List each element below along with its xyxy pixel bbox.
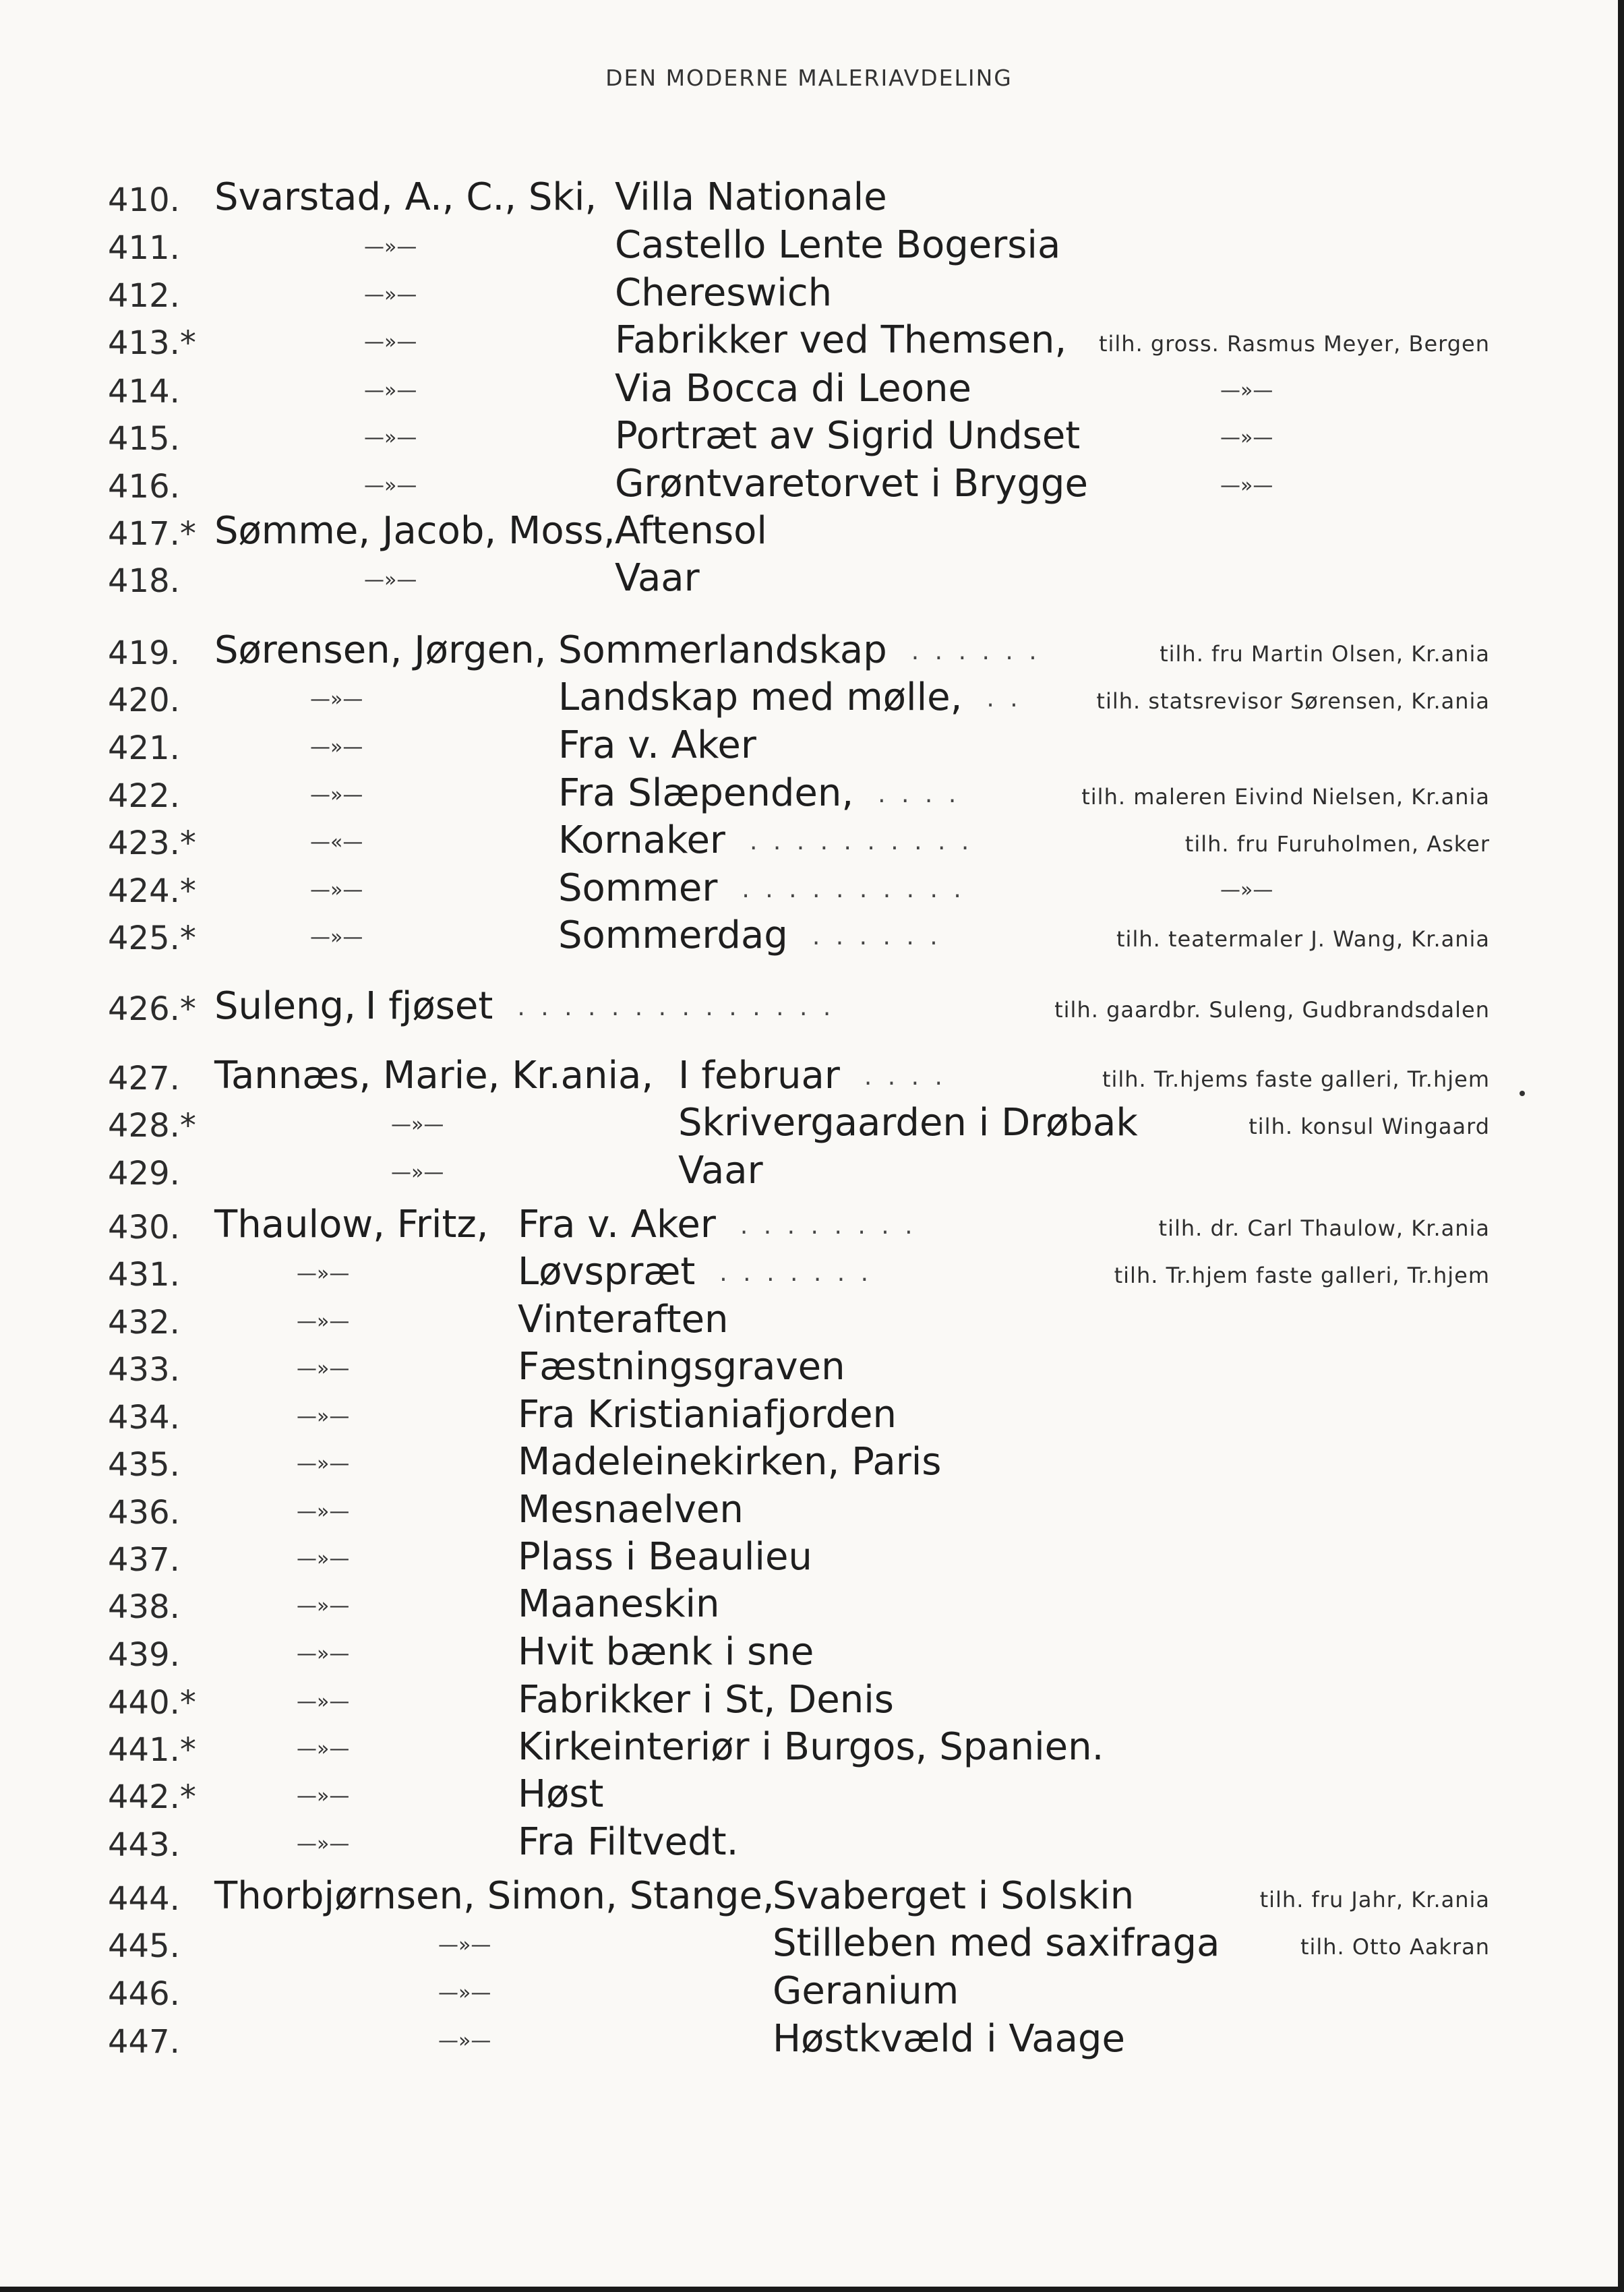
work-title: Vaar — [678, 1149, 763, 1193]
catalog-entry — [0, 416, 1618, 463]
ditto-mark: —»— — [297, 1642, 350, 1666]
ditto-mark: —»— — [310, 878, 363, 902]
dot-leader: . . . . . . . . — [740, 1212, 917, 1240]
catalog-entry — [0, 225, 1618, 272]
entry-number: 420. — [108, 682, 180, 719]
catalog-entry — [0, 915, 1618, 963]
catalog-entry — [0, 677, 1618, 725]
entry-number: 447. — [108, 2023, 180, 2061]
entry-number: 437. — [108, 1541, 180, 1579]
ditto-mark: —»— — [297, 1690, 350, 1714]
artist-name: Sømme, Jacob, Moss, — [214, 509, 615, 553]
catalog-entry — [0, 725, 1618, 773]
ditto-mark: —»— — [297, 1500, 350, 1524]
catalog-entry — [0, 464, 1618, 511]
dot-leader: . . . . . . . . . . — [742, 876, 965, 903]
dot-leader: . . . . . . — [911, 638, 1041, 665]
dot-leader: . . . . — [864, 1063, 946, 1091]
catalog-entry — [0, 177, 1618, 224]
work-title: Landskap med mølle, — [558, 675, 963, 719]
ditto-mark: —»— — [297, 1547, 350, 1571]
margin-mark — [1520, 1091, 1525, 1096]
catalog-entry — [0, 273, 1618, 320]
work-title: Plass i Beaulieu — [518, 1535, 812, 1579]
work-title: Fra v. Aker — [518, 1203, 716, 1246]
owner-ditto-mark: —»— — [1220, 426, 1273, 450]
ditto-mark: —»— — [297, 1405, 350, 1428]
ditto-mark: —»— — [364, 379, 417, 402]
work-title: Sommer — [558, 866, 718, 910]
entry-number: 428.* — [108, 1107, 196, 1145]
work-title: Maaneskin — [518, 1582, 720, 1626]
ditto-mark: —»— — [364, 283, 417, 307]
catalog-entry — [0, 1395, 1618, 1442]
entry-number: 434. — [108, 1399, 180, 1437]
catalog-entry — [0, 986, 1618, 1033]
work-title: Høst — [518, 1772, 604, 1816]
dot-leader: . . . . . . . . . . . . . . — [517, 994, 835, 1021]
entry-number: 444. — [108, 1880, 180, 1918]
entry-number: 422. — [108, 777, 180, 815]
work-title: Castello Lente Bogersia — [615, 223, 1061, 267]
catalog-entry — [0, 1056, 1618, 1103]
catalog-entry — [0, 511, 1618, 558]
catalog-entry — [0, 868, 1618, 915]
owner-note: tilh. konsul Wingaard — [1249, 1114, 1490, 1139]
dot-leader: . . . . . . — [812, 923, 942, 951]
owner-ditto-mark: —»— — [1220, 379, 1273, 402]
work-title: Kornaker — [558, 818, 725, 862]
work-title: Mesnaelven — [518, 1488, 744, 1532]
work-title: Sommerlandskap — [558, 628, 887, 672]
entry-number: 425.* — [108, 919, 196, 957]
owner-note: tilh. Otto Aakran — [1300, 1934, 1490, 1960]
catalog-entry — [0, 1300, 1618, 1347]
entry-number: 414. — [108, 373, 180, 411]
catalog-entry — [0, 2019, 1618, 2066]
ditto-mark: —»— — [297, 1737, 350, 1761]
work-title: Chereswich — [615, 271, 833, 315]
work-title: Fabrikker i St, Denis — [518, 1678, 894, 1722]
work-title: Løvspræt — [518, 1250, 696, 1294]
ditto-mark: —»— — [364, 235, 417, 259]
catalog-entry — [0, 1442, 1618, 1489]
entry-number: 431. — [108, 1256, 180, 1294]
entry-number: 439. — [108, 1636, 180, 1674]
ditto-mark: —»— — [364, 474, 417, 497]
ditto-mark: —»— — [297, 1594, 350, 1618]
catalog-entry — [0, 1971, 1618, 2018]
dot-leader: . . — [986, 685, 1022, 713]
owner-note: tilh. statsrevisor Sørensen, Kr.ania — [1096, 688, 1490, 714]
catalog-entry — [0, 820, 1618, 868]
ditto-mark: —»— — [438, 1981, 491, 2005]
entry-number: 445. — [108, 1927, 180, 1965]
owner-ditto-mark: —»— — [1220, 474, 1273, 497]
work-title: Stilleben med saxifraga — [773, 1921, 1220, 1965]
work-title: Fabrikker ved Themsen, — [615, 318, 1067, 362]
work-title: Vaar — [615, 556, 700, 600]
work-title: Vinteraften — [518, 1298, 729, 1341]
catalog-entry — [0, 1151, 1618, 1198]
ditto-mark: —»— — [297, 1832, 350, 1856]
dot-leader: . . . . . . . . . . — [749, 828, 973, 855]
work-title: Kirkeinteriør i Burgos, Spanien. — [518, 1725, 1104, 1769]
entry-number: 435. — [108, 1446, 180, 1484]
ditto-mark: —«— — [310, 831, 363, 854]
work-title: Madeleinekirken, Paris — [518, 1440, 942, 1484]
ditto-mark: —»— — [297, 1357, 350, 1381]
entry-number: 413.* — [108, 324, 196, 362]
work-title: Svaberget i Solskin — [773, 1874, 1135, 1918]
entry-number: 430. — [108, 1209, 180, 1246]
ditto-mark: —»— — [391, 1161, 444, 1184]
owner-note: tilh. teatermaler J. Wang, Kr.ania — [1116, 926, 1490, 952]
ditto-mark: —»— — [310, 783, 363, 807]
entry-number: 432. — [108, 1304, 180, 1341]
entry-number: 441.* — [108, 1731, 196, 1769]
ditto-mark: —»— — [297, 1452, 350, 1476]
entry-number: 411. — [108, 229, 180, 267]
catalog-entry — [0, 1347, 1618, 1394]
entry-number: 410. — [108, 181, 180, 219]
dot-leader: . . . . — [878, 781, 961, 808]
catalog-entry — [0, 1252, 1618, 1299]
entry-number: 442.* — [108, 1778, 196, 1816]
work-title: Skrivergaarden i Drøbak — [678, 1101, 1138, 1145]
ditto-mark: —»— — [310, 735, 363, 759]
work-title: Via Bocca di Leone — [615, 367, 971, 411]
running-head: DEN MODERNE MALERIAVDELING — [605, 65, 1013, 91]
entry-number: 424.* — [108, 872, 196, 910]
catalog-entry — [0, 1727, 1618, 1774]
entry-number: 418. — [108, 562, 180, 600]
ditto-mark: —»— — [364, 426, 417, 450]
work-title: I fjøset — [365, 984, 493, 1028]
catalog-entry — [0, 1205, 1618, 1252]
artist-name: Tannæs, Marie, Kr.ania, — [214, 1054, 654, 1097]
owner-note: tilh. maleren Eivind Nielsen, Kr.ania — [1081, 784, 1490, 810]
owner-note: tilh. fru Furuholmen, Asker — [1184, 831, 1490, 857]
work-title: Fra Slæpenden, — [558, 771, 854, 815]
catalog-entry — [0, 320, 1618, 367]
entry-number: 421. — [108, 729, 180, 767]
catalog-entry — [0, 1103, 1618, 1150]
entry-number: 419. — [108, 634, 180, 672]
dot-leader: . . . . . . . — [719, 1259, 873, 1287]
ditto-mark: —»— — [297, 1784, 350, 1808]
ditto-mark: —»— — [391, 1113, 444, 1137]
work-title: Fra v. Aker — [558, 723, 756, 767]
work-title: Fæstningsgraven — [518, 1345, 845, 1389]
ditto-mark: —»— — [310, 688, 363, 711]
catalog-entry — [0, 1680, 1618, 1727]
work-title: Sommerdag — [558, 913, 788, 957]
work-title: Portræt av Sigrid Undset — [615, 414, 1081, 458]
catalog-entry — [0, 773, 1618, 820]
ditto-mark: —»— — [438, 1933, 491, 1957]
entry-number: 427. — [108, 1060, 180, 1097]
ditto-mark: —»— — [310, 926, 363, 949]
catalog-entry — [0, 1584, 1618, 1631]
entry-number: 415. — [108, 420, 180, 458]
work-title: Grøntvaretorvet i Brygge — [615, 462, 1088, 506]
entry-number: 436. — [108, 1494, 180, 1532]
artist-name: Sørensen, Jørgen, — [214, 628, 547, 672]
work-title: Høstkvæld i Vaage — [773, 2017, 1125, 2061]
owner-ditto-mark: —»— — [1220, 878, 1273, 902]
work-title: Fra Filtvedt. — [518, 1820, 739, 1864]
entry-number: 423.* — [108, 824, 196, 862]
entry-number: 429. — [108, 1155, 180, 1193]
entry-number: 438. — [108, 1588, 180, 1626]
work-title: Aftensol — [615, 509, 767, 553]
owner-note: tilh. Tr.hjems faste galleri, Tr.hjem — [1102, 1066, 1490, 1092]
ditto-mark: —»— — [438, 2029, 491, 2053]
catalog-entry — [0, 1822, 1618, 1869]
entry-number: 446. — [108, 1975, 180, 2013]
work-title: Villa Nationale — [615, 175, 887, 219]
ditto-mark: —»— — [364, 568, 417, 592]
owner-note: tilh. fru Jahr, Kr.ania — [1259, 1887, 1490, 1912]
entry-number: 443. — [108, 1826, 180, 1864]
entry-number: 440.* — [108, 1684, 196, 1722]
owner-note: tilh. gaardbr. Suleng, Gudbrandsdalen — [1054, 997, 1490, 1023]
owner-note: tilh. Tr.hjem faste galleri, Tr.hjem — [1114, 1263, 1490, 1288]
entry-number: 417.* — [108, 515, 196, 553]
entry-number: 426.* — [108, 990, 196, 1028]
ditto-mark: —»— — [297, 1310, 350, 1333]
catalog-entry — [0, 1537, 1618, 1584]
ditto-mark: —»— — [297, 1262, 350, 1286]
catalog-entry — [0, 1632, 1618, 1679]
entry-number: 433. — [108, 1351, 180, 1389]
catalog-entry — [0, 1490, 1618, 1537]
artist-name: Suleng, — [214, 984, 356, 1028]
owner-note: tilh. dr. Carl Thaulow, Kr.ania — [1158, 1215, 1490, 1241]
catalog-entry — [0, 558, 1618, 605]
catalog-entry — [0, 1923, 1618, 1970]
ditto-mark: —»— — [364, 330, 417, 354]
entry-number: 416. — [108, 468, 180, 506]
work-title: Fra Kristianiafjorden — [518, 1393, 897, 1437]
catalog-entry — [0, 1774, 1618, 1821]
owner-note: tilh. gross. Rasmus Meyer, Bergen — [1098, 331, 1490, 357]
work-title: Hvit bænk i sne — [518, 1630, 814, 1674]
catalog-entry — [0, 1876, 1618, 1923]
artist-name: Thaulow, Fritz, — [214, 1203, 489, 1246]
work-title: I februar — [678, 1054, 840, 1097]
owner-note: tilh. fru Martin Olsen, Kr.ania — [1160, 641, 1490, 667]
catalog-entry — [0, 369, 1618, 416]
entry-number: 412. — [108, 277, 180, 315]
artist-name: Thorbjørnsen, Simon, Stange, — [214, 1874, 775, 1918]
work-title: Geranium — [773, 1969, 959, 2013]
catalog-entry — [0, 630, 1618, 677]
artist-name: Svarstad, A., C., Ski, — [214, 175, 597, 219]
